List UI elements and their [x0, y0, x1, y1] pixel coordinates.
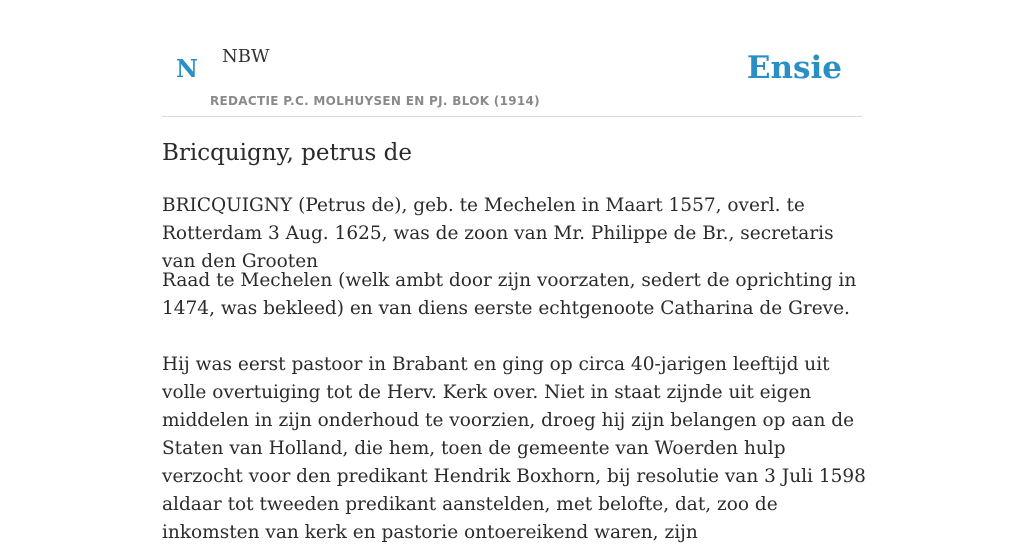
- header: [162, 0, 862, 117]
- brand-logo-link[interactable]: Ensie: [746, 50, 842, 86]
- publication-logo: N: [176, 54, 198, 83]
- publication-subtitle: REDACTIE P.C. MOLHUYSEN EN PJ. BLOK (1914): [210, 94, 540, 108]
- article-paragraph: BRICQUIGNY (Petrus de), geb. te Mechelen in Maart 1557, overl. te Rotterdam 3 Aug. 1625, was de zoon van Mr. Philippe de Br., secretaris van den Grooten: [162, 195, 834, 272]
- publication-name: NBW: [222, 46, 270, 67]
- article-paragraph: Raad te Mechelen (welk ambt door zijn voorzaten, sedert de oprichting in 1474, was bekleed) en van diens eerste echtgenoote Catharina de Greve.: [162, 270, 857, 319]
- article-title: Bricquigny, petrus de: [162, 140, 412, 166]
- article-paragraph: Hij was eerst pastoor in Brabant en ging op circa 40-jarigen leeftijd uit volle overtuiging tot de Herv. Kerk over. Niet in staat zijnde uit eigen middelen in zijn onderhoud te voorzien, droeg hij zijn belangen op aan de Staten van Holland, die hem, toen de gemeente van Woerden hulp verzocht voor den predikant Hendrik Boxhorn, bij resolutie van 3 Juli 1598 aldaar tot tweeden predikant aanstelden, met belofte, dat, zoo de inkomsten van kerk en pastorie ontoereikend waren, zijn: [162, 354, 866, 543]
